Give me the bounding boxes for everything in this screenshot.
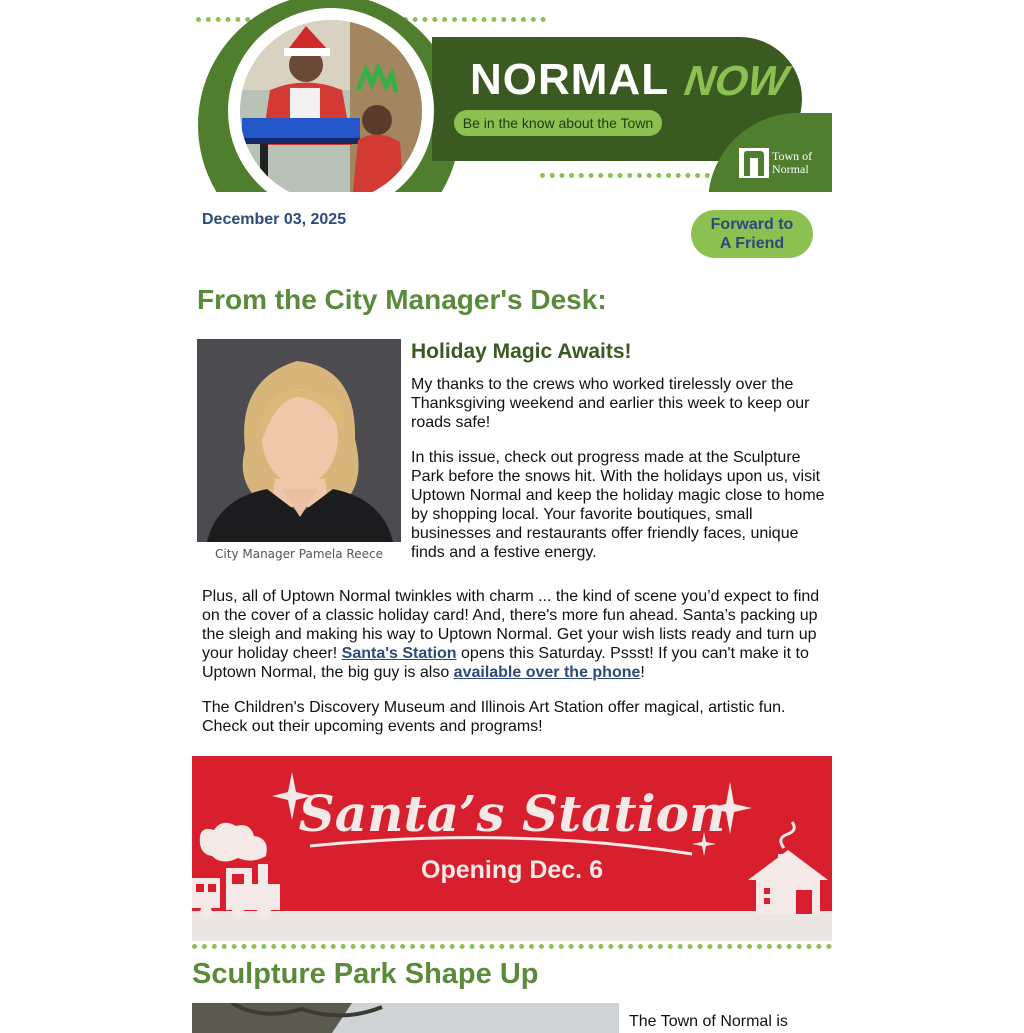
manager-paragraph-4: The Children's Discovery Museum and Illinois Art Station offer magical, artistic fun. Check out their upcoming events and programs! [202, 699, 786, 735]
available-over-phone-link[interactable]: available over the phone [453, 664, 641, 681]
town-of-normal-logo-icon [739, 148, 769, 178]
issue-date: December 03, 2025 [202, 211, 347, 228]
city-manager-portrait [197, 339, 401, 542]
manager-paragraph-1: My thanks to the crews who worked tirelessly over the Thanksgiving weekend and earlier this week to keep our roads safe! [411, 376, 810, 431]
forward-button-line2: A Friend [719, 235, 785, 252]
newsletter-header [192, 0, 832, 192]
section-title-sculpture-park: Sculpture Park Shape Up [192, 958, 539, 990]
manager-paragraph-2: In this issue, check out progress made at the Sculpture Park before the snows hit. With the holidays upon us, visit Uptown Normal and keep the holiday magic close to home by shopping local. Your favorite boutiques, small businesses and restaurants offer friendly faces, unique finds and a festive energy. [411, 449, 825, 561]
banner-title: Santa’s Station [298, 784, 726, 843]
banner-subtitle: Opening Dec. 6 [421, 856, 603, 884]
santas-station-banner[interactable] [192, 756, 832, 941]
manager-paragraph-3: Plus, all of Uptown Normal twinkles with charm ... the kind of scene you’d expect to find on the cover of a classic holiday card! And, there's more fun ahead. Santa’s packing up the sleigh and making his way to Uptown Normal. Get your wish lists ready and turn up your holiday cheer! Santa's Station opens this Saturday. Pssst! If you can't make it to Uptown Normal, the big guy is also available over the phone! [202, 588, 820, 681]
header-tagline: Be in the know about the Town [454, 110, 662, 136]
town-of-normal-logo-text: Town of Normal [772, 149, 813, 176]
brand-now-text: NOW [681, 57, 792, 104]
sculpture-park-teaser: The Town of Normal is [629, 1013, 788, 1030]
santas-station-link[interactable]: Santa's Station [341, 645, 457, 662]
section-title-city-manager: From the City Manager's Desk: [197, 284, 607, 315]
section-divider-dots [192, 944, 832, 949]
header-dotted-line-bottom [540, 173, 710, 178]
portrait-caption: City Manager Pamela Reece [215, 547, 383, 561]
forward-button-line1: Forward to [710, 216, 794, 233]
forward-to-friend-button[interactable] [691, 210, 813, 258]
article-headline: Holiday Magic Awaits! [411, 340, 632, 363]
brand-normal-text: NORMAL [470, 55, 670, 104]
header-holiday-photo [240, 20, 422, 192]
sculpture-park-photo [192, 1003, 619, 1033]
